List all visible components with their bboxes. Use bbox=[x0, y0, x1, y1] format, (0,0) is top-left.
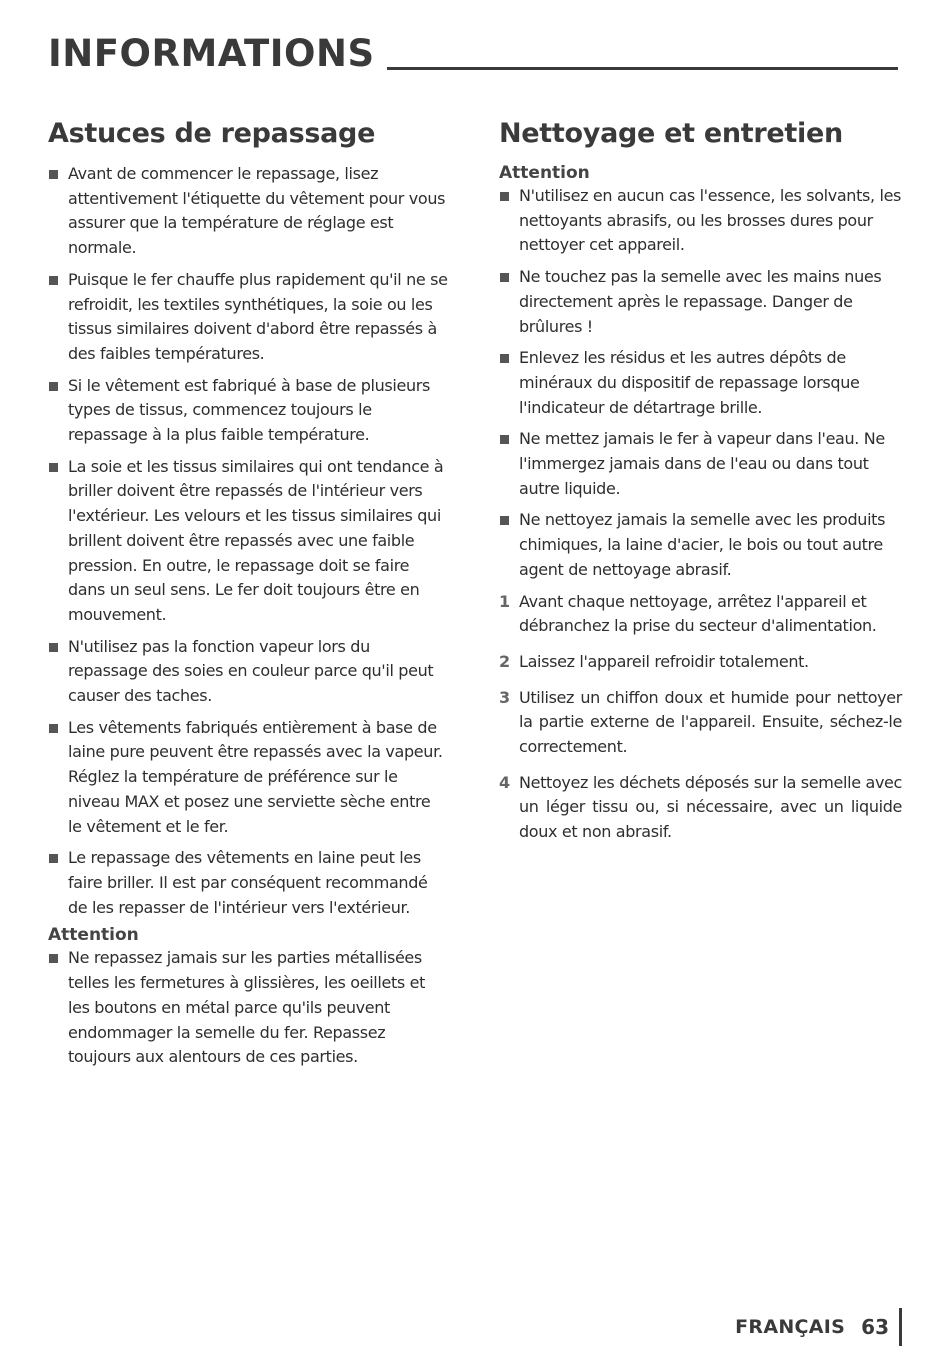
list-item-text: Enlevez les résidus et les autres dépôts de minéraux du dispositif de repassage lorsque l'indicateur de détartrage brille. bbox=[519, 348, 860, 417]
square-bullet-icon bbox=[49, 643, 58, 652]
list-item-text: Puisque le fer chauffe plus rapidement qu'il ne se refroidit, les textiles synthétiques, la soie ou les tissus similaires doivent d'abord être repassés à des faibles températures. bbox=[68, 269, 448, 363]
list-item-text: Ne repassez jamais sur les parties métallisées telles les fermetures à glissières, les oeillets et les boutons en métal parce qu'ils peuvent endommager la semelle du fer. Repassez toujours aux alentours de ces parties. bbox=[68, 948, 426, 1067]
list-item bbox=[48, 455, 448, 628]
list-item-text: Le repassage des vêtements en laine peut les faire briller. Il est par conséquent recommandé de les repasser de l'intérieur vers l'extérieur. bbox=[68, 848, 428, 917]
step-item bbox=[499, 771, 902, 845]
step-text: Utilisez un chiffon doux et humide pour nettoyer la partie externe de l'appareil. Ensuite, séchez-le correctement. bbox=[519, 687, 902, 757]
square-bullet-icon bbox=[49, 954, 58, 963]
list-item-text: Ne nettoyez jamais la semelle avec les produits chimiques, la laine d'acier, le bois ou tout autre agent de nettoyage abrasif. bbox=[519, 510, 886, 579]
step-text: Laissez l'appareil refroidir totalement. bbox=[519, 651, 809, 671]
page-footer bbox=[735, 1308, 902, 1346]
square-bullet-icon bbox=[500, 354, 509, 363]
section-heading-cleaning: Nettoyage et entretien bbox=[499, 118, 843, 149]
list-item-text: Ne touchez pas la semelle avec les mains nues directement après le repassage. Danger de brûlures ! bbox=[519, 267, 882, 336]
list-item bbox=[48, 716, 448, 840]
step-text: Avant chaque nettoyage, arrêtez l'appareil et débranchez la prise du secteur d'alimentation. bbox=[519, 591, 877, 636]
page-title: INFORMATIONS bbox=[48, 32, 375, 75]
list-item bbox=[48, 374, 448, 448]
list-item-text: Les vêtements fabriqués entièrement à base de laine pure peuvent être repassés avec la vapeur. Réglez la température de préférence sur le niveau MAX et posez une serviette sèche entre le vêtement et le fer. bbox=[68, 717, 443, 836]
square-bullet-icon bbox=[49, 170, 58, 179]
list-item-text: N'utilisez pas la fonction vapeur lors du repassage des soies en couleur parce qu'il peut causer des taches. bbox=[68, 636, 434, 706]
list-item bbox=[499, 184, 902, 258]
square-bullet-icon bbox=[49, 382, 58, 391]
step-text: Nettoyez les déchets déposés sur la semelle avec un léger tissu ou, si nécessaire, avec un liquide doux et non abrasif. bbox=[519, 772, 902, 842]
list-item bbox=[48, 162, 448, 261]
list-item bbox=[499, 346, 902, 420]
square-bullet-icon bbox=[500, 516, 509, 525]
list-item-text: N'utilisez en aucun cas l'essence, les solvants, les nettoyants abrasifs, ou les brosses dures pour nettoyer cet appareil. bbox=[519, 186, 902, 255]
step-item bbox=[499, 590, 902, 639]
header-rule bbox=[387, 67, 898, 70]
list-item bbox=[48, 635, 448, 709]
section-heading-ironing-tips: Astuces de repassage bbox=[48, 118, 376, 149]
list-item bbox=[48, 268, 448, 367]
page-header bbox=[48, 28, 898, 75]
square-bullet-icon bbox=[49, 724, 58, 733]
square-bullet-icon bbox=[49, 854, 58, 863]
list-item bbox=[48, 946, 448, 1070]
left-column bbox=[48, 116, 448, 1077]
step-item bbox=[499, 686, 902, 760]
footer-language: FRANÇAIS bbox=[735, 1316, 846, 1338]
list-item bbox=[48, 846, 448, 920]
step-item bbox=[499, 650, 902, 675]
list-item bbox=[499, 265, 902, 339]
square-bullet-icon bbox=[500, 435, 509, 444]
step-number: 1 bbox=[499, 591, 510, 611]
step-number: 2 bbox=[499, 651, 510, 671]
right-column bbox=[499, 116, 902, 856]
attention-label: Attention bbox=[499, 163, 590, 183]
list-item-text: La soie et les tissus similaires qui ont tendance à briller doivent être repassés de l'intérieur vers l'extérieur. Les velours et les tissus similaires qui brillent doivent être repassés avec une faible pression. En outre, le repassage doit se faire dans un seul sens. Le fer doit toujours être en mouvement. bbox=[68, 456, 444, 624]
list-item bbox=[499, 508, 902, 582]
square-bullet-icon bbox=[500, 192, 509, 201]
list-item-text: Ne mettez jamais le fer à vapeur dans l'eau. Ne l'immergez jamais dans de l'eau ou dans tout autre liquide. bbox=[519, 429, 885, 498]
square-bullet-icon bbox=[49, 276, 58, 285]
list-item bbox=[499, 427, 902, 501]
list-item-text: Si le vêtement est fabriqué à base de plusieurs types de tissus, commencez toujours le repassage à la plus faible température. bbox=[68, 375, 430, 445]
square-bullet-icon bbox=[500, 273, 509, 282]
list-item-text: Avant de commencer le repassage, lisez attentivement l'étiquette du vêtement pour vous assurer que la température de réglage est normale. bbox=[68, 164, 446, 258]
page-number: 63 bbox=[861, 1315, 889, 1339]
step-number: 4 bbox=[499, 772, 510, 792]
step-number: 3 bbox=[499, 687, 510, 707]
square-bullet-icon bbox=[49, 463, 58, 472]
attention-label: Attention bbox=[48, 925, 139, 946]
